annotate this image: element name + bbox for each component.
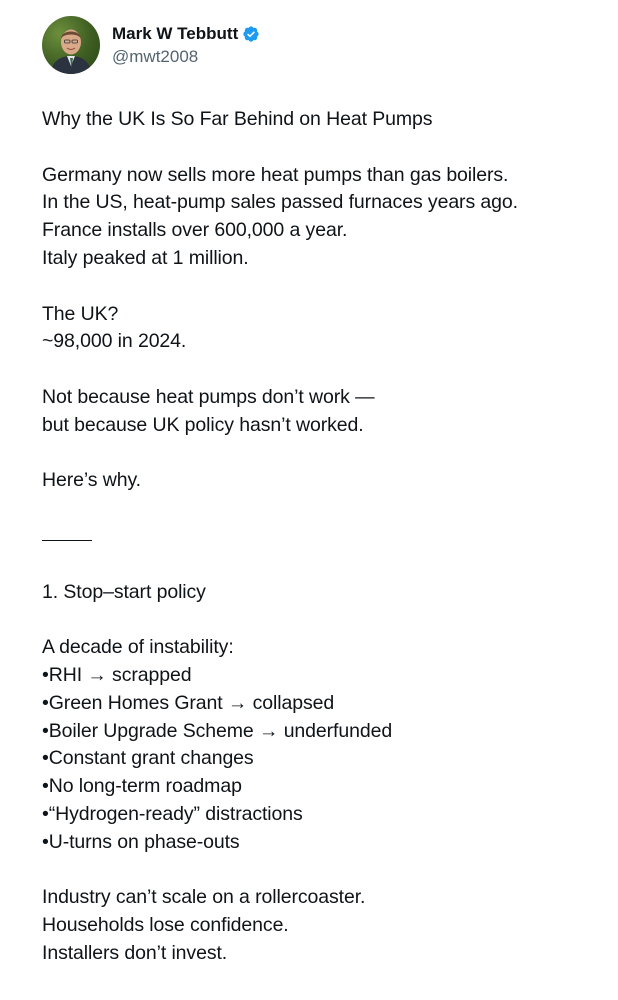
divider bbox=[42, 523, 602, 551]
display-name[interactable]: Mark W Tebbutt bbox=[112, 23, 239, 43]
paragraph-line: The UK? bbox=[42, 302, 119, 325]
avatar-portrait-icon bbox=[42, 16, 100, 74]
name-row bbox=[112, 23, 260, 45]
post-text bbox=[42, 106, 602, 968]
handle[interactable]: @mwt2008 bbox=[112, 46, 199, 66]
paragraph-line: ~98,000 in 2024. bbox=[42, 330, 187, 353]
closing-line: Industry can’t scale on a rollercoaster. bbox=[42, 886, 366, 909]
list-item: •Constant grant changes bbox=[42, 747, 254, 770]
spacer bbox=[42, 440, 602, 468]
paragraph-line: Here’s why. bbox=[42, 469, 141, 492]
spacer bbox=[42, 356, 602, 384]
paragraph-line: France installs over 600,000 a year. bbox=[42, 219, 348, 242]
paragraph-line: but because UK policy hasn’t worked. bbox=[42, 413, 364, 436]
list-item: •Boiler Upgrade Scheme → underfunded bbox=[42, 719, 393, 742]
spacer bbox=[42, 551, 602, 579]
divider-rule bbox=[42, 540, 92, 541]
closing-line: Households lose confidence. bbox=[42, 914, 289, 937]
paragraph-line: Germany now sells more heat pumps than gas boilers. bbox=[42, 163, 509, 186]
post-title: Why the UK Is So Far Behind on Heat Pumps bbox=[42, 108, 433, 130]
spacer bbox=[42, 857, 602, 885]
list-item: •RHI → scrapped bbox=[42, 663, 192, 686]
spacer bbox=[42, 606, 602, 634]
closing-line: Installers don’t invest. bbox=[42, 941, 228, 964]
list-intro: A decade of instability: bbox=[42, 636, 234, 659]
spacer bbox=[42, 273, 602, 301]
list-item: •Green Homes Grant → collapsed bbox=[42, 691, 335, 714]
spacer bbox=[42, 495, 602, 523]
section-heading: 1. Stop–start policy bbox=[42, 580, 206, 603]
paragraph-line: Italy peaked at 1 million. bbox=[42, 246, 249, 269]
spacer bbox=[42, 134, 602, 162]
author-names bbox=[112, 23, 260, 68]
paragraph-line: Not because heat pumps don’t work — bbox=[42, 385, 375, 408]
avatar[interactable] bbox=[42, 16, 100, 74]
verified-badge-icon[interactable] bbox=[242, 25, 260, 43]
list-item: •U-turns on phase-outs bbox=[42, 830, 240, 853]
list-item: •“Hydrogen-ready” distractions bbox=[42, 802, 303, 825]
list-item: •No long-term roadmap bbox=[42, 775, 242, 798]
paragraph-line: In the US, heat-pump sales passed furnaces years ago. bbox=[42, 191, 518, 214]
post-header bbox=[42, 16, 260, 74]
